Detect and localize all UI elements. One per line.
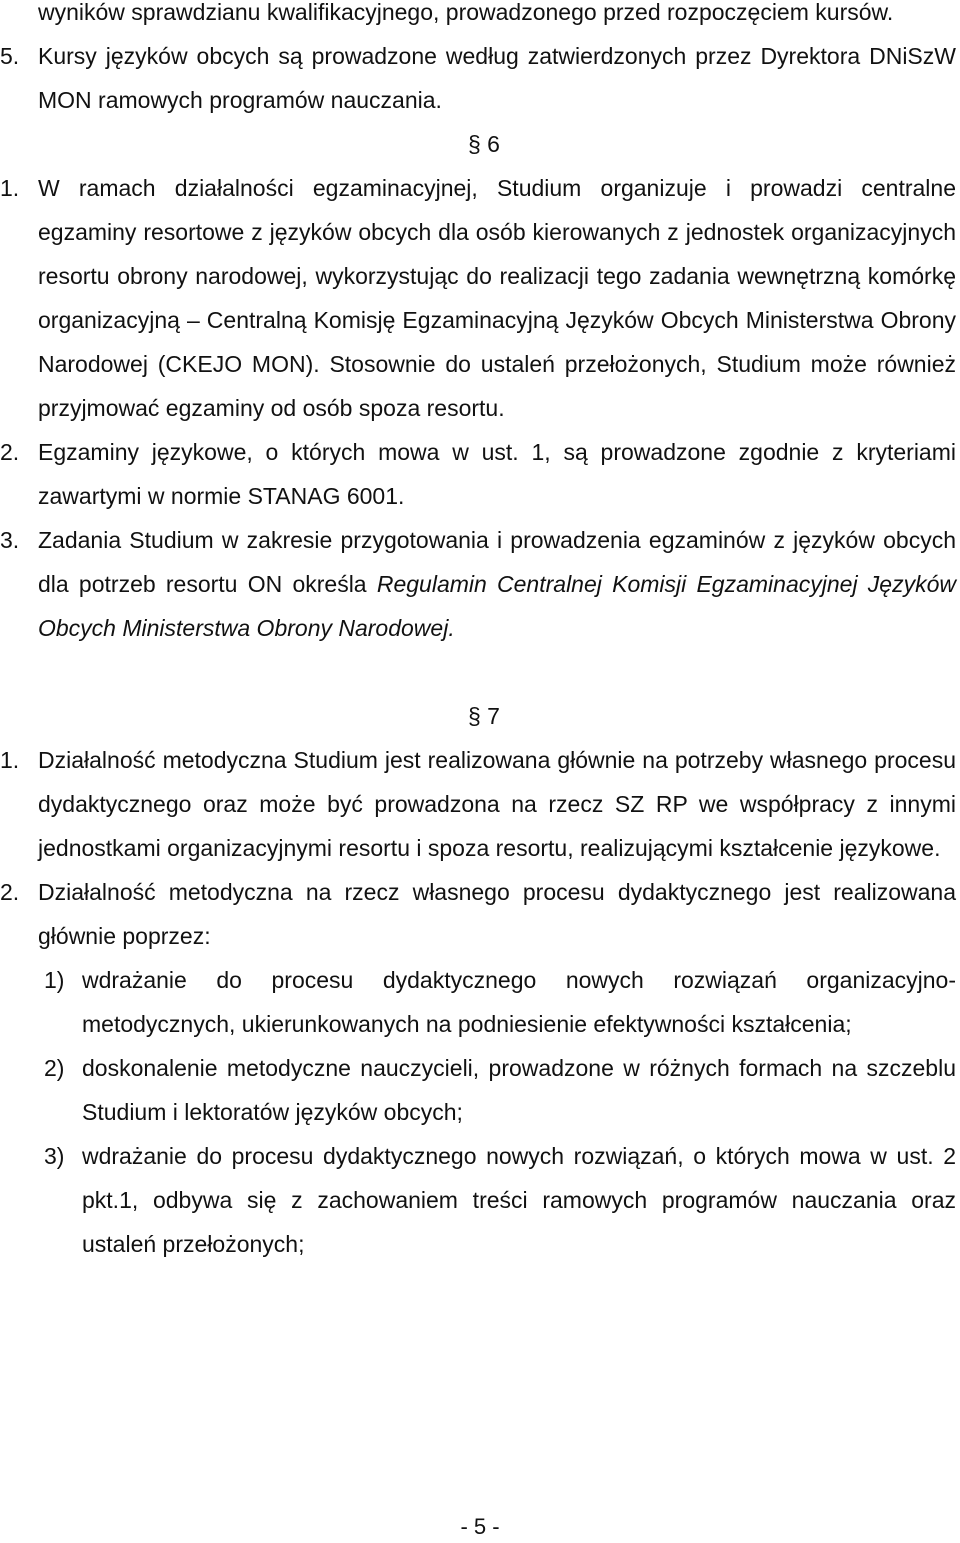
list-item-number: 5.	[0, 43, 20, 69]
section-7-heading: § 7	[468, 703, 500, 729]
sec6-item-1	[0, 166, 960, 430]
continuation-text: wyników sprawdzianu kwalifikacyjnego, prowadzonego przed rozpoczęciem kursów.	[38, 0, 894, 25]
sec6-item-3	[0, 518, 960, 650]
subitem-text: wdrażanie do procesu dydaktycznego nowych rozwiązań, o których mowa w ust. 2 pkt.1, odbywa się z zachowaniem treści ramowych programów nauczania oraz ustaleń przełożonych;	[82, 1143, 956, 1257]
sec7-subitem-1	[0, 958, 960, 1046]
subitem-number: 3)	[44, 1143, 65, 1169]
sec7-item-2	[0, 870, 960, 958]
list-item-text: Działalność metodyczna Studium jest realizowana głównie na potrzeby własnego procesu dydaktycznego oraz może być prowadzona na rzecz SZ RP we współpracy z innymi jednostkami organizacyjnymi resortu i spoza resortu, realizującymi kształcenie językowe.	[38, 747, 956, 861]
sec7-item-1	[0, 738, 960, 870]
list-item-text: Działalność metodyczna na rzecz własnego procesu dydaktycznego jest realizowana głównie poprzez:	[38, 879, 956, 949]
list-item-number: 2.	[0, 879, 20, 905]
list-item-number: 2.	[0, 439, 20, 465]
list-item-number: 1.	[0, 175, 20, 201]
list-item-text: W ramach działalności egzaminacyjnej, Studium organizuje i prowadzi centralne egzaminy resortowe z języków obcych dla osób kierowanych z jednostek organizacyjnych resortu obrony narodowej, wykorzystując do realizacji tego zadania wewnętrzną komórkę organizacyjną – Centralną Komisję Egzaminacyjną Języków Obcych Ministerstwa Obrony Narodowej (CKEJO MON). Stosownie do ustaleń przełożonych, Studium może również przyjmować egzaminy od osób spoza resortu.	[38, 175, 956, 421]
list-item-text: Kursy języków obcych są prowadzone według zatwierdzonych przez Dyrektora DNiSzW MON ramowych programów nauczania.	[38, 43, 956, 113]
paragraph-continuation	[0, 0, 960, 34]
section-6-heading: § 6	[468, 131, 500, 157]
list-item-5	[0, 34, 960, 122]
regulation-title: Regulamin Centralnej Komisji Egzaminacyjnej Języków Obcych Ministerstwa Obrony Narodowej.	[38, 571, 956, 641]
subitem-number: 1)	[44, 967, 65, 993]
subitem-number: 2)	[44, 1055, 65, 1081]
list-item-text: Egzaminy językowe, o których mowa w ust. 1, są prowadzone zgodnie z kryteriami zawartymi w normie STANAG 6001.	[38, 439, 956, 509]
list-item-number: 3.	[0, 527, 20, 553]
sec6-item-2	[0, 430, 960, 518]
sec7-subitem-2	[0, 1046, 960, 1134]
list-item-text: Zadania Studium w zakresie przygotowania i prowadzenia egzaminów z języków obcych dla potrzeb resortu ON określa	[38, 527, 956, 597]
subitem-text: doskonalenie metodyczne nauczycieli, prowadzone w różnych formach na szczeblu Studium i lektoratów języków obcych;	[82, 1055, 956, 1125]
subitem-text: wdrażanie do procesu dydaktycznego nowych rozwiązań organizacyjno-metodycznych, ukierunkowanych na podniesienie efektywności kształcenia;	[82, 967, 956, 1037]
list-item-number: 1.	[0, 747, 20, 773]
page-number: - 5 -	[460, 1514, 500, 1539]
spacer	[0, 650, 960, 694]
sec7-subitem-3	[0, 1134, 960, 1266]
